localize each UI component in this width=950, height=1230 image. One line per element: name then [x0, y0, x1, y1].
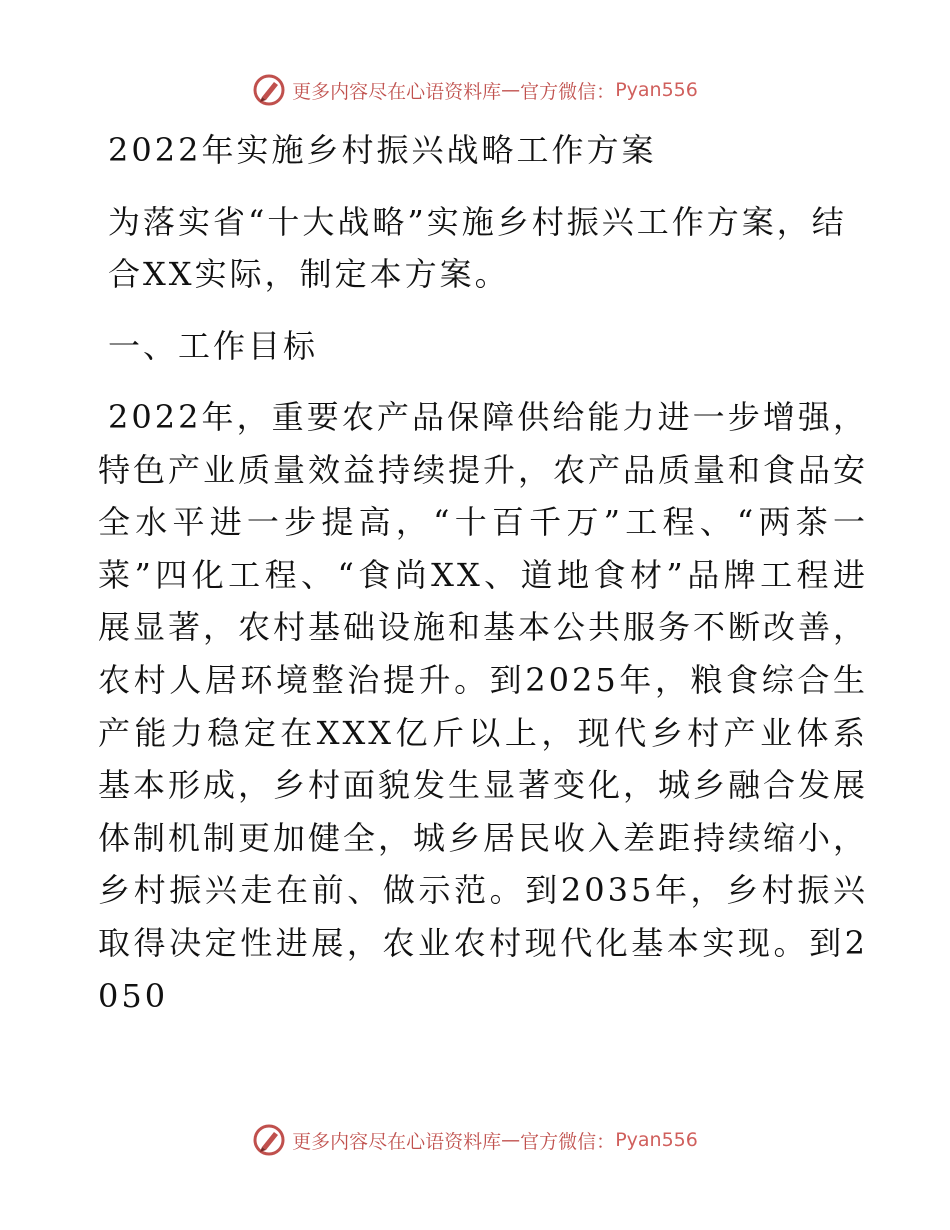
document-title: 2022年实施乡村振兴战略工作方案 [108, 131, 657, 169]
watermark-wechat-label: 官方微信： [520, 1130, 616, 1153]
intro-paragraph: 为落实省“十大战略”实施乡村振兴工作方案，结合XX实际，制定本方案。 [108, 202, 847, 293]
watermark-brand: 更多内容尽在心语资料库 [292, 80, 502, 103]
watermark-brand: 更多内容尽在心语资料库 [292, 1130, 502, 1153]
document-body [98, 124, 868, 1022]
body-paragraph: 2022年，重要农产品保障供给能力进一步增强，特色产业质量效益持续提升，农产品质量和食品安全水平进一步提高，“十百千万”工程、“两茶一菜”四化工程、“食尚XX、道地食材”品牌工程进展显著，农村基础设施和基本公共服务不断改善，农村人居环境整治提升。到2025年，粮食综合生产能力稳定在XXX亿斤以上，现代乡村产业体系基本形成，乡村面貌发生显著变化，城乡融合发展体制机制更加健全，城乡居民收入差距持续缩小，乡村振兴走在前、做示范。到2035年，乡村振兴取得决定性进展，农业农村现代化基本实现。到2050 [98, 398, 869, 1015]
watermark-wechat-label: 官方微信： [520, 80, 616, 103]
watermark-wechat-id: Pyan556 [615, 79, 698, 101]
watermark-separator: — [501, 1129, 521, 1151]
pen-logo-icon [252, 1123, 286, 1157]
watermark-wechat-id: Pyan556 [615, 1129, 698, 1151]
watermark-header [0, 70, 950, 110]
watermark-footer [0, 1120, 950, 1160]
section-heading: 一、工作目标 [108, 326, 319, 365]
pen-logo-icon [252, 73, 286, 107]
watermark-separator: — [501, 79, 521, 101]
